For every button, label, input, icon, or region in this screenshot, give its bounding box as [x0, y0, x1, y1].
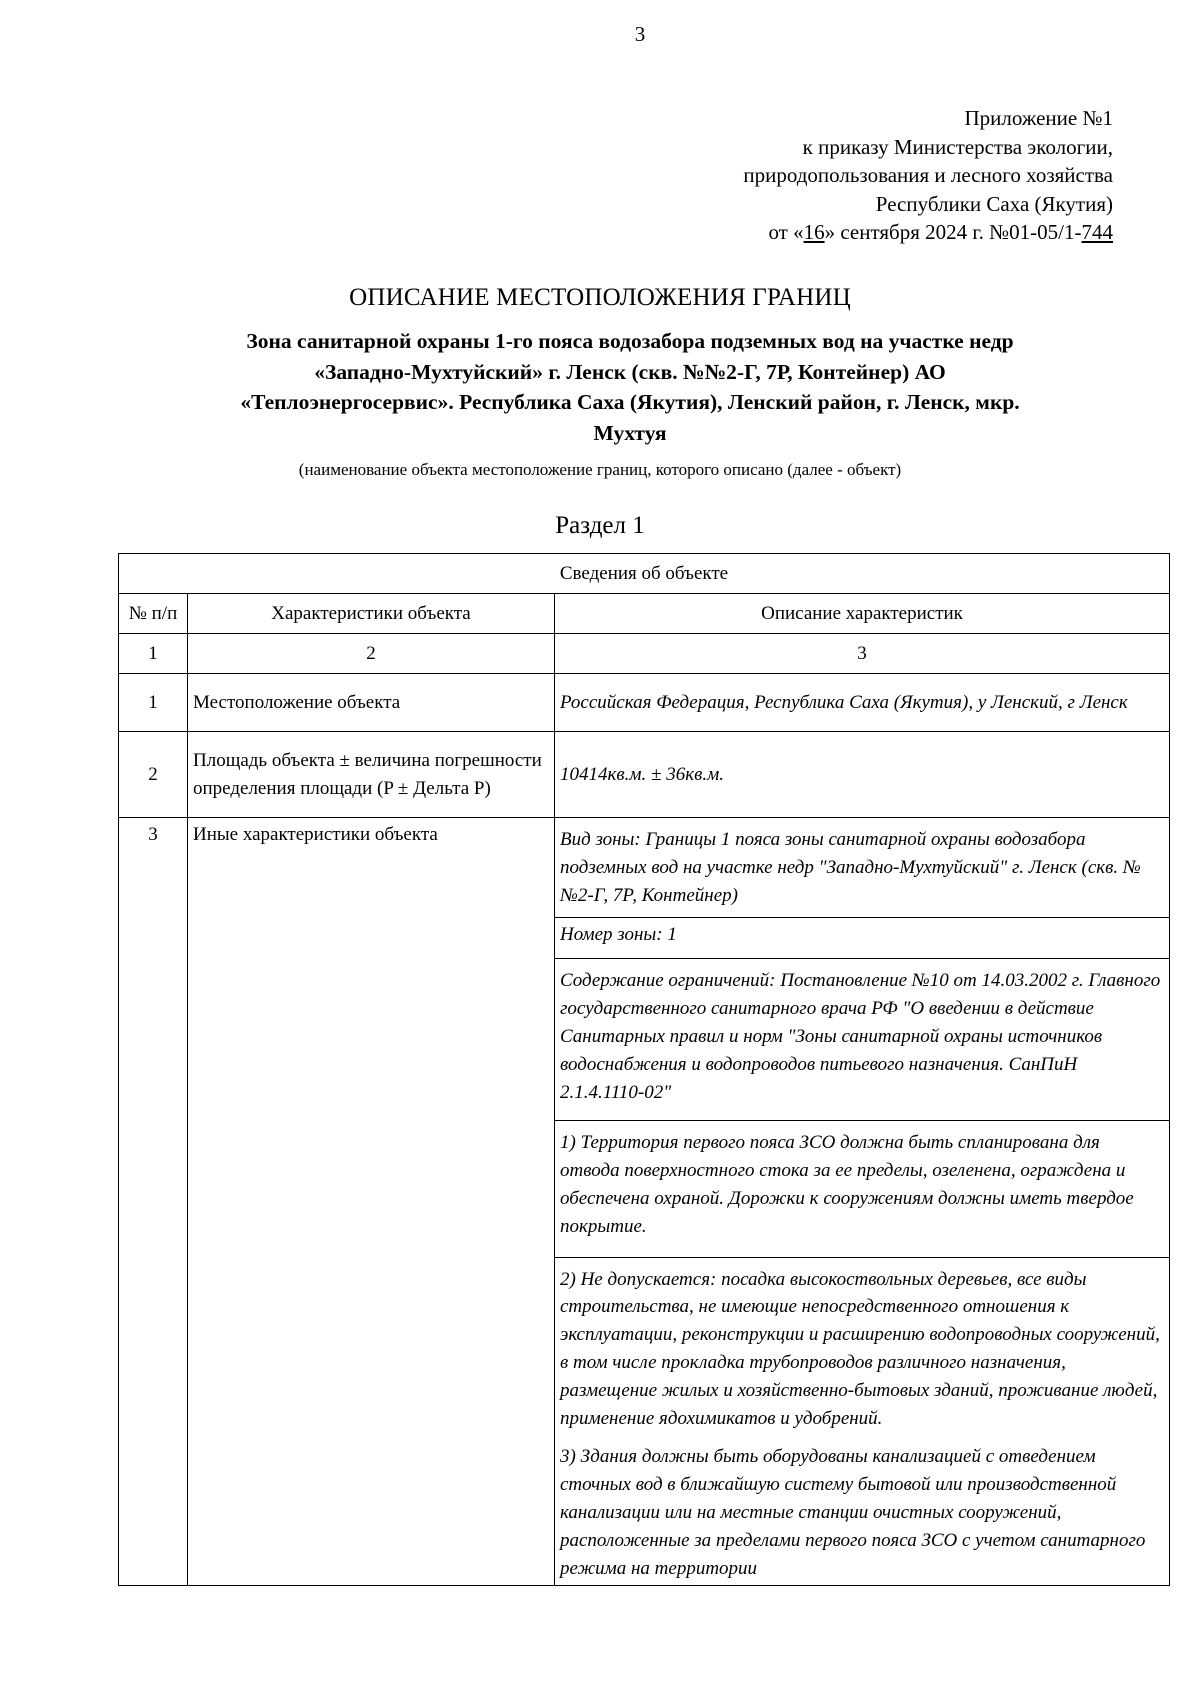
- table-caption-row: [119, 554, 1170, 594]
- appendix-line: Республики Саха (Якутия): [875, 191, 1113, 216]
- appendix-date-line: [743, 218, 1113, 247]
- restriction-item: 1) Территория первого пояса ЗСО должна быть спланирована для отвода поверхностного стока за ее пределы, озеленена, ограждена и обеспечена охраной. Дорожки к сооружениям должны иметь твердое покрытие.: [555, 1121, 1170, 1257]
- object-name-line: Мухтуя: [593, 420, 667, 445]
- date-day: 16: [803, 220, 825, 244]
- page-number: 3: [634, 22, 646, 46]
- row-num: 3: [119, 818, 188, 1586]
- row-value: Российская Федерация, Республика Саха (Якутия), у Ленский, г Ленск: [555, 674, 1170, 732]
- column-number: 2: [188, 634, 555, 674]
- table-row: [119, 732, 1170, 818]
- row-name: Местоположение объекта: [188, 674, 555, 732]
- column-number-row: [119, 634, 1170, 674]
- appendix-block: [743, 104, 1113, 247]
- object-name-line: «Теплоэнергосервис». Республика Саха (Якутия), Ленский район, г. Ленск, мкр.: [240, 390, 1020, 414]
- restriction-item: 2) Не допускается: посадка высокоствольных деревьев, все виды строительства, не имеющие непосредственного отношения к эксплуатации, реконструкции и расширению водопроводных сооружений, в том числе прокладка трубопроводов различного назначения, размещение жилых и хозяйственно-бытовых зданий, проживание людей, применение ядохимикатов и удобрений.: [555, 1257, 1170, 1440]
- row-name: Площадь объекта ± величина погрешности определения площади (P ± Дельта P): [188, 732, 555, 818]
- row-name: Иные характеристики объекта: [188, 818, 555, 1586]
- order-number: 744: [1081, 220, 1113, 244]
- row-num: 2: [119, 732, 188, 818]
- object-name: [160, 326, 1100, 448]
- object-name-line: Зона санитарной охраны 1-го пояса водозабора подземных вод на участке недр: [246, 329, 1014, 353]
- header-description: Описание характеристик: [555, 594, 1170, 634]
- restrictions: Содержание ограничений: Постановление №10 от 14.03.2002 г. Главного государственного санитарного врача РФ "О введении в действие Санитарных правил и норм "Зоны санитарной охраны источников водоснабжения и водопроводов питьевого назначения. СанПиН 2.1.4.1110-02": [555, 959, 1170, 1121]
- row-num: 1: [119, 674, 188, 732]
- restriction-item: 3) Здания должны быть оборудованы канализацией с отведением сточных вод в ближайшую систему бытовой или производственной канализации или на местные станции очистных сооружений, расположенные за пределами первого пояса ЗСО с учетом санитарного режима на территории: [555, 1440, 1170, 1585]
- object-info-table: [118, 553, 1170, 1586]
- zone-type: Вид зоны: Границы 1 пояса зоны санитарной охраны водозабора подземных вод на участке недр "Западно-Мухтуйский" г. Ленск (скв. №№2-Г, 7Р, Контейнер): [555, 818, 1170, 918]
- document-title: ОПИСАНИЕ МЕСТОПОЛОЖЕНИЯ ГРАНИЦ: [349, 284, 851, 311]
- section-title: Раздел 1: [555, 512, 645, 539]
- date-middle: » сентября 2024 г. №01-05/1-: [824, 220, 1082, 244]
- row-value: 10414кв.м. ± 36кв.м.: [555, 732, 1170, 818]
- table-caption: Сведения об объекте: [119, 554, 1170, 594]
- appendix-line: природопользования и лесного хозяйства: [743, 163, 1113, 187]
- table-row: [119, 818, 1170, 918]
- appendix-line: Приложение №1: [964, 106, 1113, 130]
- table-header-row: [119, 594, 1170, 634]
- column-number: 1: [119, 634, 188, 674]
- column-number: 3: [555, 634, 1170, 674]
- date-prefix: от «: [768, 220, 804, 244]
- object-name-note: (наименование объекта местоположение границ, которого описано (далее - объект): [298, 460, 902, 479]
- header-characteristic: Характеристики объекта: [188, 594, 555, 634]
- object-name-line: «Западно-Мухтуйский» г. Ленск (скв. №№2-Г, 7Р, Контейнер) АО: [314, 359, 946, 384]
- zone-number: Номер зоны: 1: [555, 918, 1170, 959]
- table-row: [119, 674, 1170, 732]
- header-num: № п/п: [119, 594, 188, 634]
- appendix-line: к приказу Министерства экологии,: [802, 134, 1113, 159]
